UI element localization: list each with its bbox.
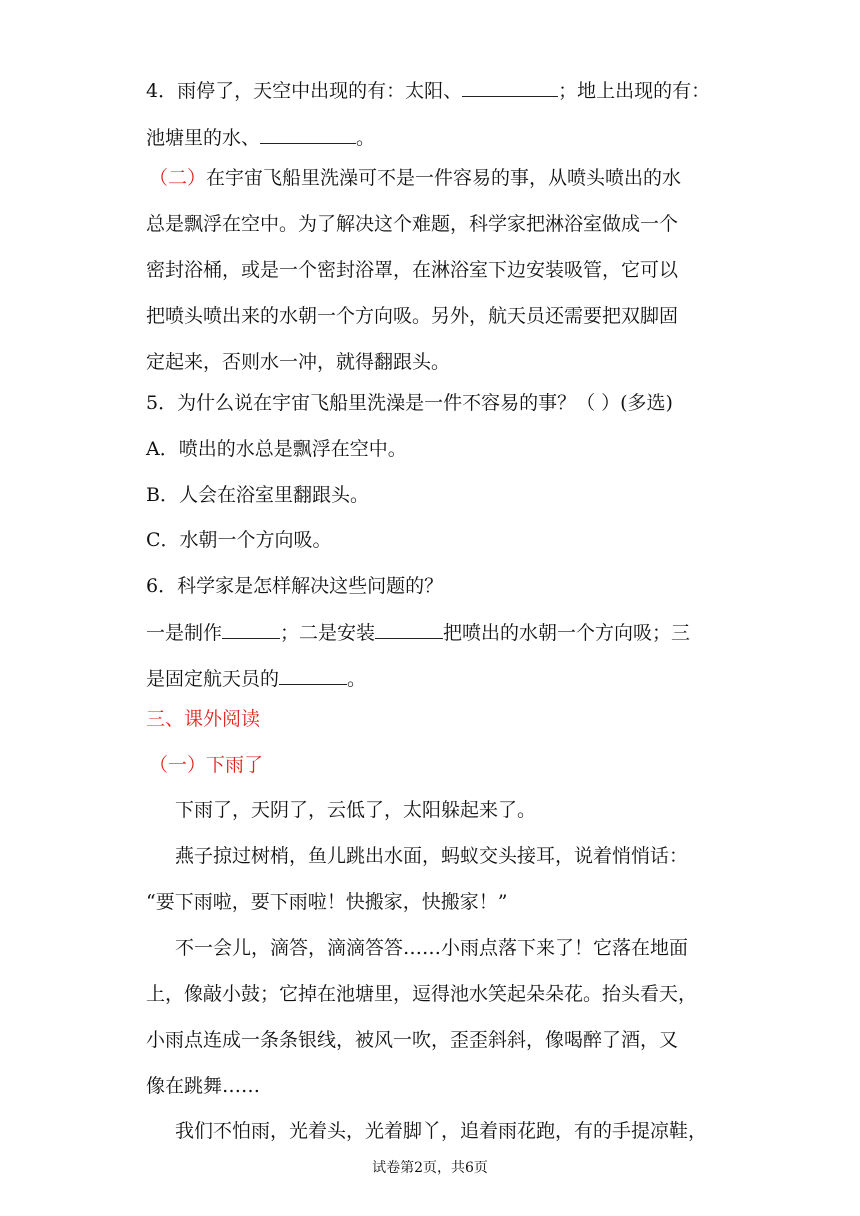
question-5-option-b[interactable]: B．人会在浴室里翻跟头。 [146, 484, 369, 506]
q6-text-e: 。 [347, 668, 367, 690]
story-title: （一）下雨了 [149, 754, 264, 776]
passage-2-line-3: 密封浴桶，或是一个密封浴罩，在淋浴室下边安装吸管，它可以 [146, 259, 679, 281]
passage-2-line-4: 把喷头喷出来的水朝一个方向吸。另外，航天员还需要把双脚固 [146, 305, 679, 327]
passage-2-text: 在宇宙飞船里洗澡可不是一件容易的事，从喷头喷出的水 [206, 167, 682, 189]
page-footer: 试卷第2页，共6页 [372, 1160, 488, 1176]
question-4-line-1 [146, 78, 710, 103]
story-paragraph-3-line-4: 像在跳舞…… [146, 1075, 261, 1097]
q6-text-a: 一是制作 [146, 622, 223, 644]
passage-2-line-5: 定起来，否则水一冲，就得翻跟头。 [146, 351, 451, 373]
q4-text-a: 4．雨停了，天空中出现的有：太阳、 [146, 80, 463, 102]
answer-blank[interactable] [375, 620, 443, 639]
q4-text-d: 。 [356, 127, 376, 149]
answer-blank[interactable] [222, 620, 280, 639]
story-paragraph-1: 下雨了，天阴了，云低了，太阳躲起来了。 [175, 799, 537, 821]
q4-text-c: 池塘里的水、 [146, 127, 261, 149]
question-6-line-2 [146, 666, 366, 691]
passage-2-line-2: 总是飘浮在空中。为了解决这个难题，科学家把淋浴室做成一个 [146, 213, 679, 235]
question-5-option-a[interactable]: A．喷出的水总是飘浮在空中。 [146, 438, 407, 460]
story-paragraph-3-line-1: 不一会儿，滴答，滴滴答答……小雨点落下来了！它落在地面 [175, 937, 689, 959]
q6-text-c: 把喷出的水朝一个方向吸；三 [443, 622, 691, 644]
question-4-line-2 [146, 125, 375, 150]
question-6-line-1 [146, 620, 690, 645]
question-6: 6．科学家是怎样解决这些问题的？ [146, 575, 444, 597]
section-3-heading: 三、课外阅读 [146, 708, 261, 730]
story-paragraph-3-line-3: 小雨点连成一条条银线，被风一吹，歪歪斜斜，像喝醉了酒，又 [146, 1029, 679, 1051]
answer-blank[interactable] [462, 78, 558, 97]
q6-text-d: 是固定航天员的 [146, 668, 280, 690]
passage-2-line-1 [149, 166, 681, 190]
q4-text-b: ；地上出现的有： [558, 80, 711, 102]
passage-2-label: （二） [149, 167, 207, 189]
story-paragraph-2-line-1: 燕子掠过树梢，鱼儿跳出水面，蚂蚁交头接耳，说着悄悄话： [175, 845, 689, 867]
q6-text-b: ；二是安装 [280, 622, 376, 644]
question-5: 5．为什么说在宇宙飞船里洗澡是一件不容易的事？（ ）(多选) [146, 392, 673, 414]
answer-blank[interactable] [260, 125, 356, 144]
story-paragraph-3-line-2: 上，像敲小鼓；它掉在池塘里，逗得池水笑起朵朵花。抬头看天， [146, 983, 698, 1005]
answer-blank[interactable] [279, 666, 347, 685]
story-paragraph-2-line-2: “要下雨啦，要下雨啦！快搬家，快搬家！” [146, 891, 508, 913]
question-5-option-c[interactable]: C．水朝一个方向吸。 [146, 529, 332, 551]
story-paragraph-4-line-1: 我们不怕雨，光着头，光着脚丫，追着雨花跑，有的手提凉鞋， [175, 1120, 708, 1142]
